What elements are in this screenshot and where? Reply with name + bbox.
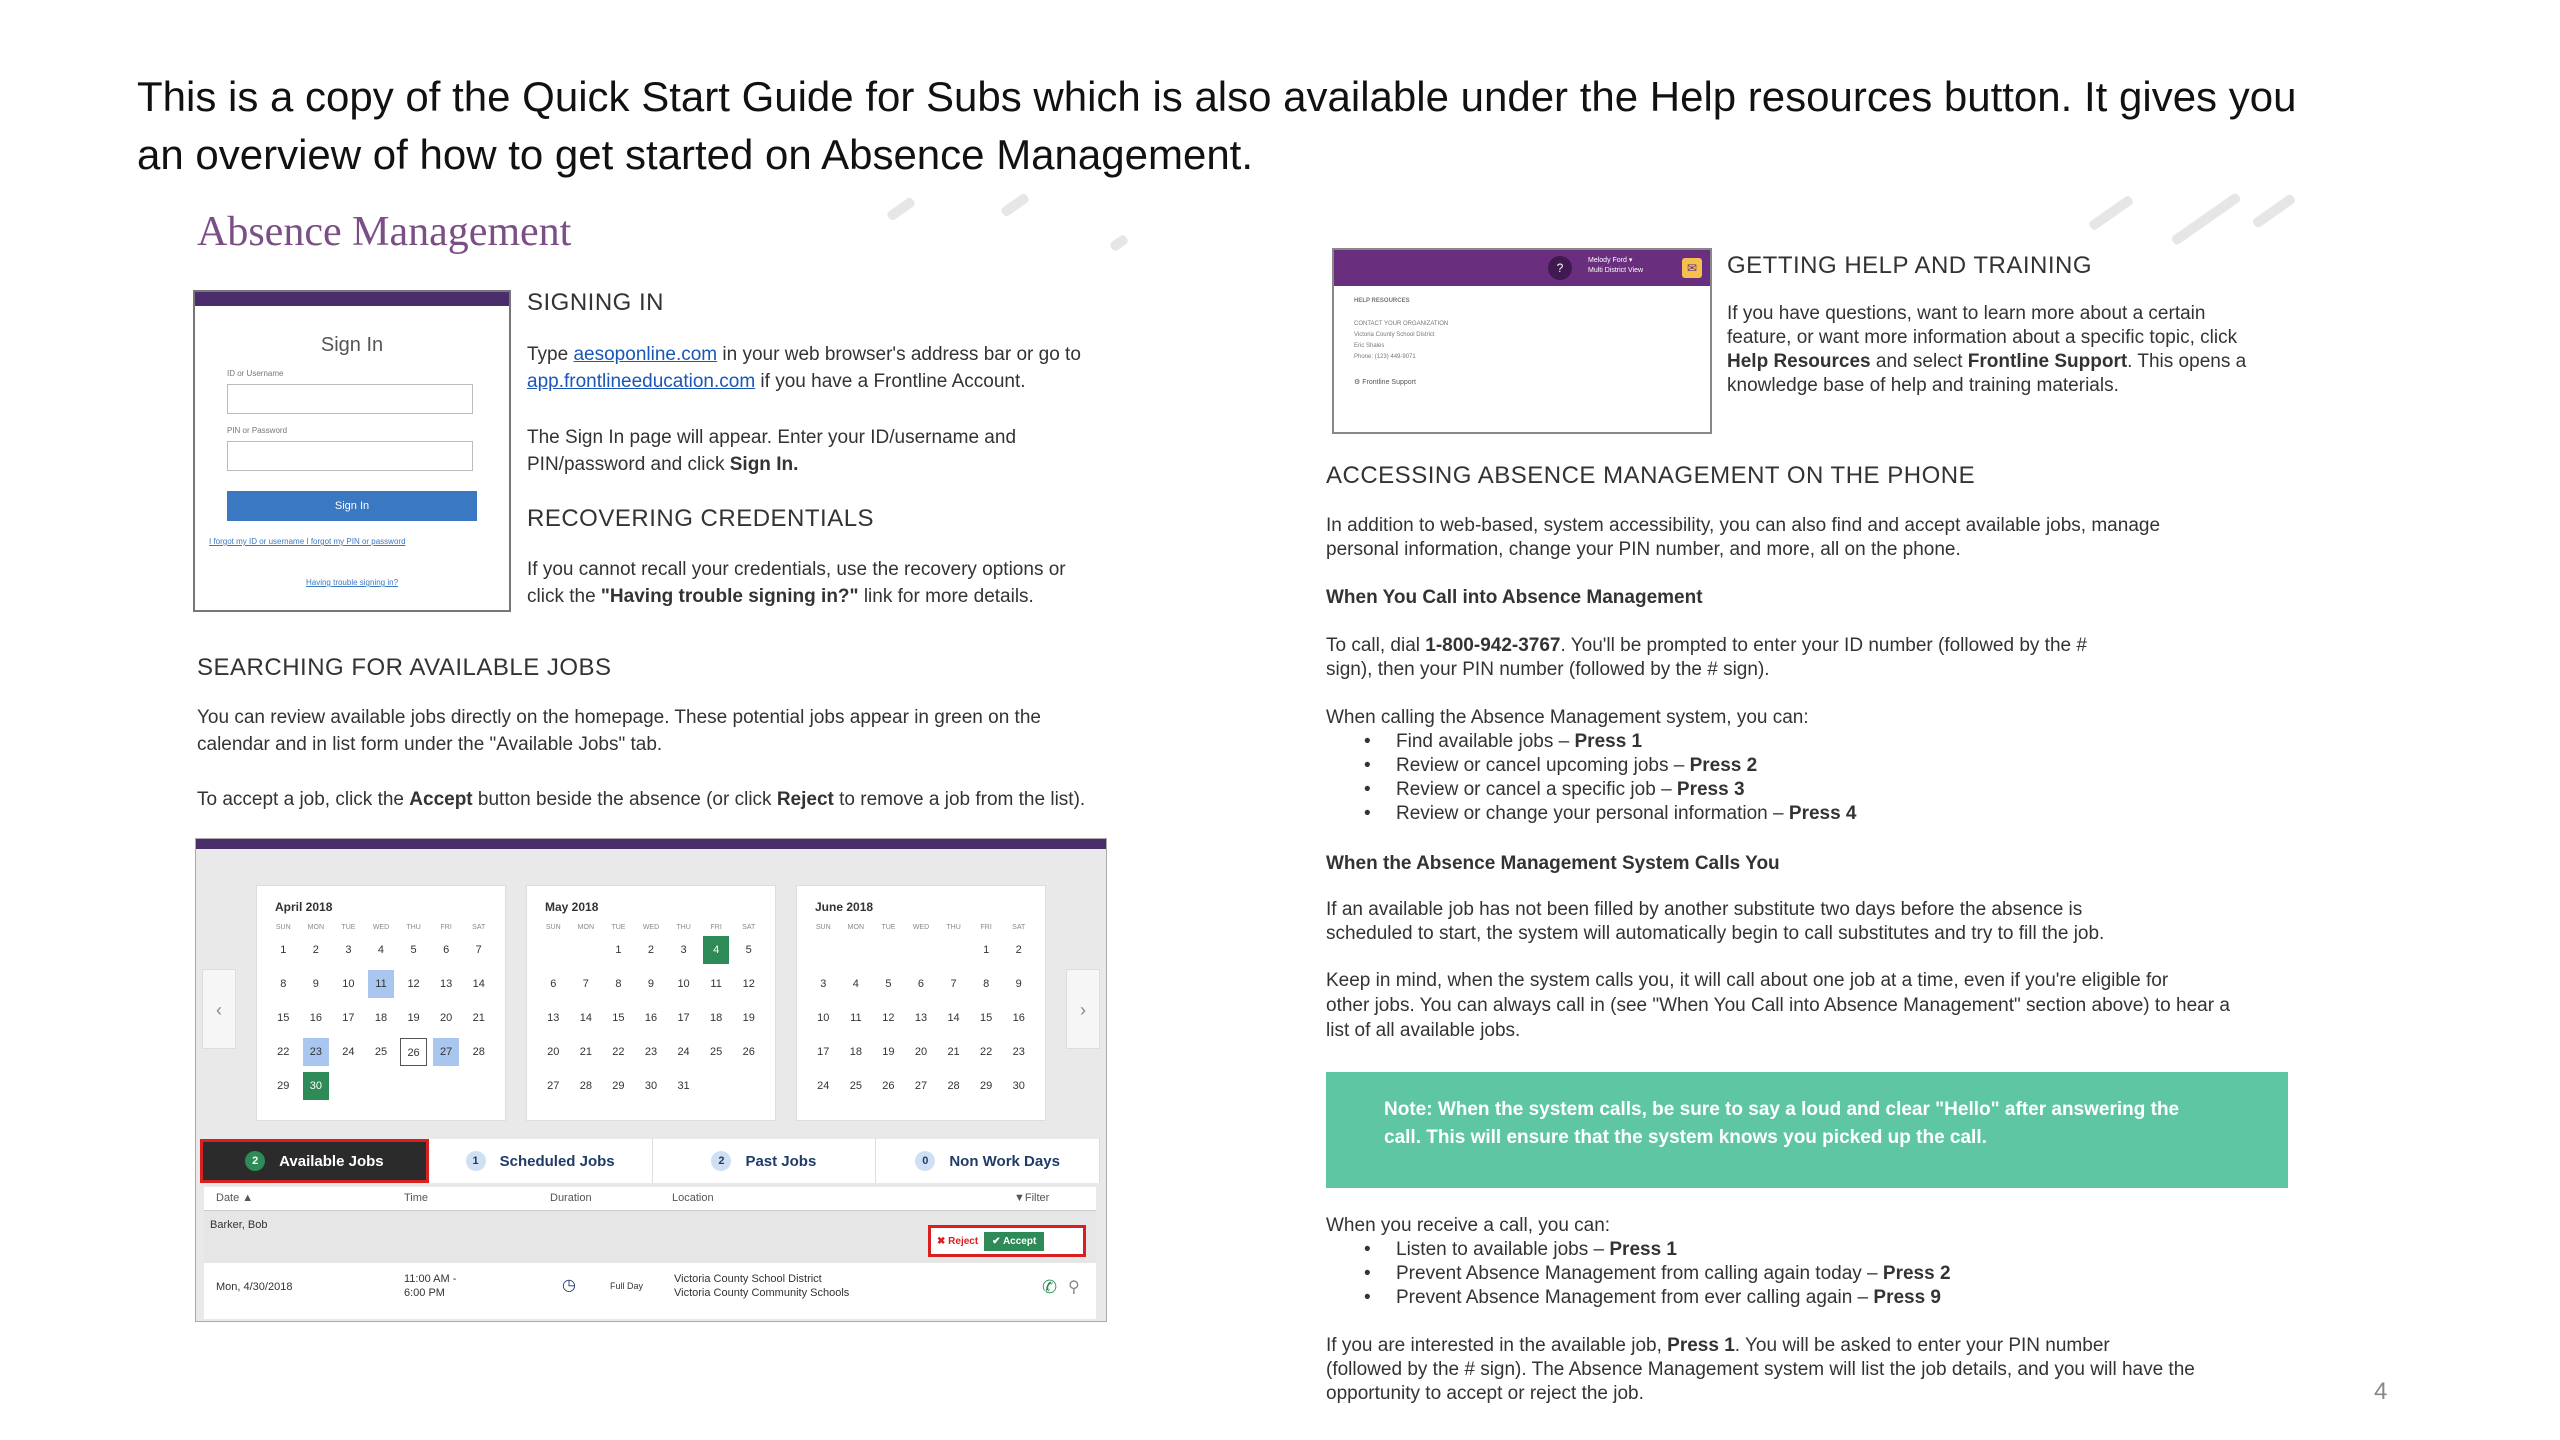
weekday-label: THU <box>946 924 961 931</box>
question-icon: ? <box>1548 256 1572 280</box>
calendar-day: 8 <box>280 978 287 990</box>
sign-in-screenshot <box>193 290 511 612</box>
job-row-details: Mon, 4/30/2018 11:00 AM - 6:00 PM ◷ Full Day Victoria County School District Victoria County Community Schools ✆ ⚲ <box>204 1263 1096 1319</box>
calendar-day: 27 <box>547 1080 560 1092</box>
calendar-day: 23 <box>303 1038 330 1066</box>
calendar-day: 14 <box>472 978 485 990</box>
calendar-day <box>573 936 600 964</box>
weekday-label: WED <box>912 924 930 931</box>
tab-past-jobs: 2 Past Jobs <box>653 1139 877 1183</box>
calendar-day <box>735 1072 762 1100</box>
calendar-day: 16 <box>309 1012 322 1024</box>
calendar-day: 14 <box>947 1012 960 1024</box>
sign-in-topbar <box>195 292 509 306</box>
calendar-day: 25 <box>849 1080 862 1092</box>
calendar-day: 2 <box>647 944 655 956</box>
weekday-label: WED <box>372 924 390 931</box>
weekday-label: MON <box>577 924 595 931</box>
recovering-paragraph: If you cannot recall your credentials, use the recovery options or click the "Having trouble signing in?" link for more details. <box>527 559 1066 607</box>
note-box: Note: When the system calls, be sure to say a loud and clear "Hello" after answering the call. This will ensure that the system knows you picked up the call. <box>1326 1072 2288 1188</box>
chevron-right-icon: › <box>1066 969 1100 1049</box>
calendar-day: 20 <box>440 1012 453 1024</box>
calendar-day: 22 <box>277 1046 290 1058</box>
option-item: • Find available jobs – Press 1 <box>1326 730 1857 754</box>
getting-help-heading: GETTING HELP AND TRAINING <box>1727 252 2093 279</box>
calendar-day: 18 <box>849 1046 862 1058</box>
calendar-day: 28 <box>472 1046 485 1058</box>
searching-paragraph-2: To accept a job, click the Accept button beside the absence (or click Reject to remove a job from the list). <box>197 789 1086 810</box>
absence-management-title: Absence Management <box>197 209 572 255</box>
month-june: June 2018 SUN MON TUE WED THU FRI SAT 1 2 3 4 5 6 7 8 9 10 11 12 13 14 15 16 17 18 19 20 21 22 23 24 25 26 27 28 29 30 <box>796 885 1046 1121</box>
calendar-day: 15 <box>277 1012 290 1024</box>
calendar-day: 26 <box>742 1046 755 1058</box>
calendar-day: 12 <box>742 978 755 990</box>
calendar-day <box>335 1072 362 1100</box>
calendar-day: 3 <box>680 944 687 956</box>
phone-paragraph-1: In addition to web-based, system accessibility, you can also find and accept available jobs, manage personal information, change your PIN number, and more, all on the phone. <box>1326 515 2161 560</box>
calendar-day: 9 <box>312 978 319 990</box>
calendar-day: 7 <box>950 978 957 990</box>
weekday-label: SUN <box>545 924 561 931</box>
weekday-label: THU <box>406 924 421 931</box>
month-april: April 2018 SUN MON TUE WED THU FRI SAT 1 2 3 4 5 6 7 8 9 10 11 12 13 14 15 16 17 18 19 20 21 22 23 24 25 26 27 28 29 30 <box>256 885 506 1121</box>
calendar-day: 8 <box>615 978 622 990</box>
jobs-grid-header: Date ▲ Time Duration Location ▼Filter <box>204 1187 1096 1211</box>
id-input <box>227 384 473 414</box>
call-in-paragraph: To call, dial 1-800-942-3767. You'll be prompted to enter your ID number (followed by the # sign), then your PIN number (followed by the # sign). <box>1326 635 2087 680</box>
calendar-day <box>368 1072 395 1100</box>
job-row-name: Barker, Bob ✖ Reject ✔ Accept <box>204 1211 1096 1263</box>
calendar-day: 20 <box>547 1046 560 1058</box>
searching-heading: SEARCHING FOR AVAILABLE JOBS <box>197 654 612 681</box>
calendar-day <box>703 1072 730 1100</box>
calendar-day: 17 <box>342 1012 355 1024</box>
calendar-day: 28 <box>947 1080 960 1092</box>
option-item: • Review or change your personal information – Press 4 <box>1326 802 1857 826</box>
job-tabs <box>200 1139 1100 1183</box>
calendar-day: 4 <box>377 944 385 956</box>
calendar-day: 11 <box>368 970 395 998</box>
sign-in-title: Sign In <box>320 334 384 356</box>
page-number: 4 <box>2374 1378 2388 1405</box>
trouble-link: Having trouble signing in? <box>305 578 399 587</box>
calendar-day: 11 <box>850 1012 862 1024</box>
calendar-day: 29 <box>612 1080 625 1092</box>
notification-icon: ✉ <box>1682 258 1702 278</box>
calendar-day: 25 <box>710 1046 723 1058</box>
reject-accept-group <box>928 1225 1086 1257</box>
calendar-day: 27 <box>433 1038 460 1066</box>
calendar-day: 28 <box>579 1080 592 1092</box>
help-menu: HELP RESOURCES CONTACT YOUR ORGANIZATION Victoria County School District Eric Shales Phone: (123) 449-9071 ⚙ Frontline Support <box>1354 298 1449 386</box>
calendar-day: 21 <box>472 1012 485 1024</box>
phone-heading: ACCESSING ABSENCE MANAGEMENT ON THE PHONE <box>1326 462 1976 489</box>
weekday-label: TUE <box>881 924 896 931</box>
calendar-day: 23 <box>1012 1046 1025 1058</box>
calendar-day <box>908 936 935 964</box>
calendar-day: 7 <box>475 944 482 956</box>
calendar-day: 11 <box>710 978 722 990</box>
help-resources-screenshot <box>1332 248 1712 434</box>
calendar-day: 20 <box>914 1046 928 1058</box>
tab-available-jobs: 2 Available Jobs <box>200 1139 429 1183</box>
calendar-day <box>810 936 837 964</box>
calendar-day: 22 <box>980 1046 993 1058</box>
calendar-day: 14 <box>579 1012 592 1024</box>
calendar-day: 4 <box>703 936 730 964</box>
weekday-label: FRI <box>710 924 722 931</box>
calendar-day <box>940 936 967 964</box>
intro-line-1: This is a copy of the Quick Start Guide for Subs which is also available under the Help resources button. It gives you <box>137 73 2297 120</box>
calendar-day: 9 <box>647 978 655 990</box>
calendar-day: 15 <box>980 1012 993 1024</box>
calendar-day <box>540 936 567 964</box>
calendar-day: 26 <box>882 1080 895 1092</box>
weekday-label: SUN <box>815 924 831 931</box>
intro-line-2: an overview of how to get started on Absence Management. <box>137 131 1254 178</box>
pin-input <box>227 441 473 471</box>
calendar-day: 30 <box>303 1072 330 1100</box>
receive-option-item: • Prevent Absence Management from calling again today – Press 2 <box>1326 1262 1951 1286</box>
tab-scheduled-jobs: 1 Scheduled Jobs <box>429 1139 653 1183</box>
reject-button: ✖ Reject <box>937 1235 979 1247</box>
weekday-label: SAT <box>742 924 756 931</box>
decorative-slash <box>1000 192 1030 217</box>
option-item: • Review or cancel upcoming jobs – Press 2 <box>1326 754 1857 778</box>
calendar-day: 2 <box>312 944 319 956</box>
calendar-day: 15 <box>612 1012 625 1024</box>
calendar-day <box>400 1072 427 1100</box>
calendar-day <box>465 1072 492 1100</box>
calendar-day: 1 <box>615 944 622 956</box>
calendar-day: 24 <box>342 1046 355 1058</box>
decorative-slash <box>2251 193 2296 229</box>
calendar-day: 3 <box>345 944 352 956</box>
weekday-label: MON <box>307 924 325 931</box>
phone-icon: ✆ <box>1042 1277 1058 1297</box>
receive-call-block: When you receive a call, you can: • Listen to available jobs – Press 1 • Prevent Absence Management from calling again today – Press 2 • Prevent Absence Management from ever calling again – Press 9 <box>1326 1214 1951 1310</box>
calendar-day: 1 <box>983 944 990 956</box>
help-icon: ⚙ <box>1354 379 1363 386</box>
calendar-day: 3 <box>820 978 827 990</box>
decorative-slash <box>2088 195 2135 232</box>
sign-in-button: Sign In <box>227 491 477 521</box>
calendar-day: 19 <box>742 1012 755 1024</box>
clock-icon: ◷ <box>562 1277 576 1294</box>
forgot-links: I forgot my ID or username I forgot my PIN or password <box>209 537 406 546</box>
calendar-day <box>875 936 902 964</box>
call-in-heading: When You Call into Absence Management <box>1326 587 1703 608</box>
final-paragraph: If you are interested in the available job, Press 1. You will be asked to enter your PIN number (followed by the # sign). The Absence Management system will list the job details, and you will have the opportunity to accept or reject the job. <box>1326 1335 2195 1404</box>
weekday-label: SUN <box>275 924 291 931</box>
calendar-day: 2 <box>1015 944 1022 956</box>
calendar-day: 24 <box>817 1080 830 1092</box>
weekday-label: TUE <box>341 924 356 931</box>
calendar-day: 26 <box>400 1038 427 1066</box>
receive-option-item: • Listen to available jobs – Press 1 <box>1326 1238 1951 1262</box>
calendar-day: 27 <box>914 1080 928 1092</box>
weekday-label: THU <box>676 924 691 931</box>
calendar-day: 10 <box>342 978 355 990</box>
calendar-day: 9 <box>1015 978 1022 990</box>
id-label: ID or Username <box>227 369 284 378</box>
calendar-day: 1 <box>280 944 287 956</box>
calendar-day: 23 <box>644 1046 658 1058</box>
receive-option-item: • Prevent Absence Management from ever calling again – Press 9 <box>1326 1286 1951 1310</box>
pin-label: PIN or Password <box>227 426 288 435</box>
weekday-label: MON <box>847 924 865 931</box>
calendar-day: 4 <box>852 978 859 990</box>
calendar-day: 17 <box>817 1046 830 1058</box>
weekday-label: TUE <box>611 924 626 931</box>
calendar-day: 12 <box>407 978 420 990</box>
weekday-label: SAT <box>1012 924 1026 931</box>
calendar-day: 22 <box>612 1046 625 1058</box>
weekday-label: WED <box>642 924 660 931</box>
chevron-left-icon: ‹ <box>202 969 236 1049</box>
decorative-slash <box>2170 192 2241 246</box>
calendar-day: 21 <box>947 1046 960 1058</box>
decorative-slash <box>1109 234 1129 253</box>
when-calling-block: When calling the Absence Management system, you can: • Find available jobs – Press 1 • Review or cancel upcoming jobs – Press 2 • Review or cancel a specific job – Press 3 • Review or change your personal information – Press 4 <box>1326 706 1857 826</box>
calendar-day <box>843 936 870 964</box>
frontline-link[interactable]: app.frontlineeducation.com <box>527 371 756 392</box>
calendar-day: 16 <box>644 1012 658 1024</box>
calendar-day: 24 <box>677 1046 690 1058</box>
weekday-label: SAT <box>472 924 486 931</box>
calendar-day: 6 <box>917 978 925 990</box>
calendar-day: 13 <box>914 1012 928 1024</box>
system-calls-heading: When the Absence Management System Calls You <box>1326 853 1780 874</box>
calendar-day: 19 <box>407 1012 420 1024</box>
calendar-day: 10 <box>817 1012 830 1024</box>
calendar-day: 10 <box>677 978 690 990</box>
accept-button: ✔ Accept <box>984 1232 1044 1251</box>
system-calls-paragraph: If an available job has not been filled by another substitute two days before the absence is scheduled to start, the system will automatically begin to call substitutes and try to fill the job. <box>1326 899 2105 944</box>
calendar-day: 29 <box>277 1080 290 1092</box>
calendar-day: 6 <box>443 944 450 956</box>
signing-in-heading: SIGNING IN <box>527 289 665 316</box>
calendar-day: 5 <box>410 944 417 956</box>
keep-in-mind-paragraph: Keep in mind, when the system calls you, it will call about one job at a time, even if you're eligible for other jobs. You can always call in (see "When You Call into Absence Management" section above) to hear a list of all available jobs. <box>1326 970 2230 1041</box>
option-item: • Review or cancel a specific job – Press 3 <box>1326 778 1857 802</box>
getting-help-paragraph: If you have questions, want to learn more about a certain feature, or want more information about a specific topic, click Help Resources and select Frontline Support. This opens a knowledge base of help and training materials. <box>1727 303 2247 396</box>
tab-non-work-days: 0 Non Work Days <box>876 1139 1100 1183</box>
calendar-day: 8 <box>983 978 990 990</box>
calendar-day: 6 <box>550 978 557 990</box>
pin-icon: ⚲ <box>1068 1279 1080 1296</box>
calendar-day: 13 <box>547 1012 560 1024</box>
month-may: May 2018 SUN MON TUE WED THU FRI SAT 1 2 3 4 5 6 7 8 9 10 11 12 13 14 15 16 17 18 19 20 21 22 23 24 25 26 27 28 29 30 31 <box>526 885 776 1121</box>
calendar-day: 29 <box>980 1080 993 1092</box>
calendar-day: 30 <box>1012 1080 1025 1092</box>
signing-in-paragraph-1: Type aesoponline.com in your web browser's address bar or go to app.frontlineeducation.com if you have a Frontline Account. <box>527 344 1081 392</box>
calendar-day: 5 <box>885 978 892 990</box>
calendar-day: 16 <box>1012 1012 1025 1024</box>
weekday-label: FRI <box>440 924 452 931</box>
calendar-topbar <box>196 839 1106 849</box>
calendar-day: 18 <box>710 1012 723 1024</box>
aesop-link[interactable]: aesoponline.com <box>573 344 718 365</box>
signing-in-paragraph-2: The Sign In page will appear. Enter your ID/username and PIN/password and click Sign In. <box>527 427 1017 475</box>
help-topbar <box>1334 250 1710 286</box>
calendar-day: 30 <box>644 1080 658 1092</box>
calendar-day: 21 <box>579 1046 592 1058</box>
decorative-slash <box>886 196 916 221</box>
calendar-day: 7 <box>582 978 589 990</box>
weekday-label: FRI <box>980 924 992 931</box>
calendar-day: 31 <box>677 1080 690 1092</box>
calendar-day: 17 <box>677 1012 690 1024</box>
calendar-day: 5 <box>745 944 752 956</box>
recovering-heading: RECOVERING CREDENTIALS <box>527 505 875 532</box>
intro-text <box>137 68 2457 184</box>
calendar-day: 12 <box>882 1012 895 1024</box>
available-jobs-screenshot <box>195 838 1107 1322</box>
calendar-day: 25 <box>374 1046 388 1058</box>
calendar-day: 19 <box>882 1046 895 1058</box>
calendar-day: 13 <box>440 978 453 990</box>
calendar-day: 18 <box>374 1012 388 1024</box>
searching-paragraph-1: You can review available jobs directly on the homepage. These potential jobs appear in green on the calendar and in list form under the "Available Jobs" tab. <box>197 707 1041 755</box>
user-menu: Melody Ford ▾ Multi District View <box>1588 257 1644 274</box>
calendar-day <box>433 1072 460 1100</box>
